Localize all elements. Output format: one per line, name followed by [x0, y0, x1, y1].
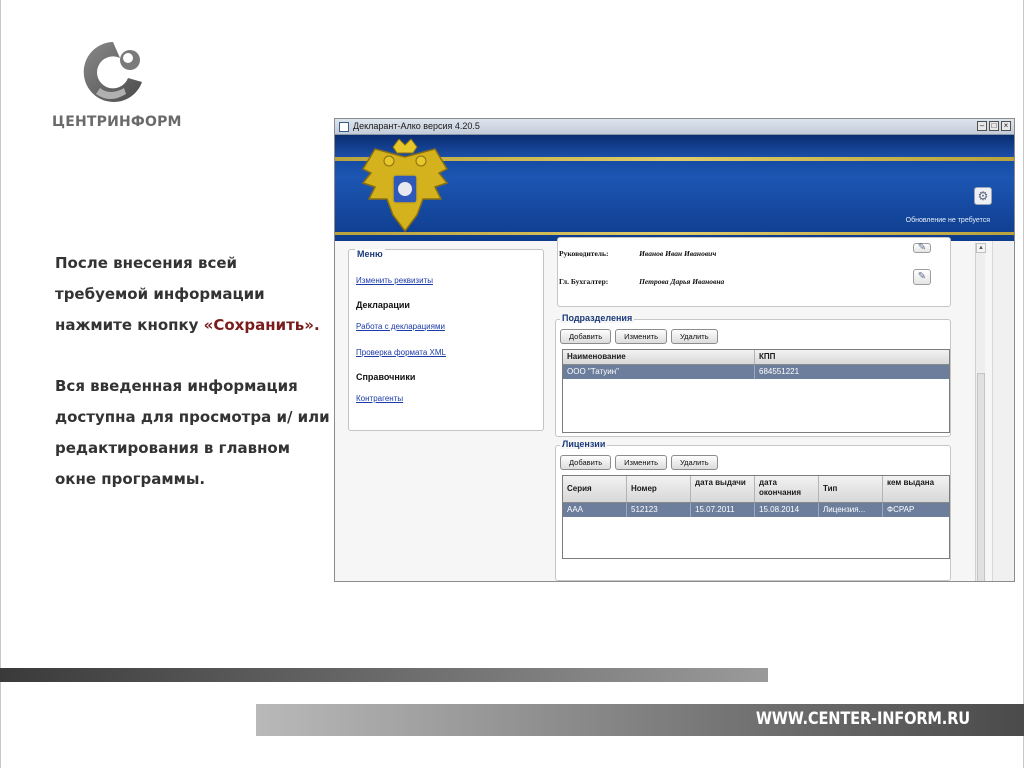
departments-table-header — [563, 350, 949, 365]
table-cell: 684551221 — [759, 367, 800, 376]
licenses-toolbar — [560, 455, 718, 470]
close-button[interactable]: × — [1001, 121, 1011, 131]
table-cell: 512123 — [627, 503, 691, 517]
instruction-text — [55, 248, 330, 495]
table-cell: 15.07.2011 — [691, 503, 755, 517]
column-header[interactable]: Серия — [563, 476, 627, 502]
link-edit-requisites[interactable]: Изменить реквизиты — [356, 276, 433, 285]
update-status: Обновление не требуется — [905, 217, 990, 224]
departments-table — [562, 349, 950, 433]
logo-text: ЦЕНТРИНФОРМ — [52, 114, 182, 130]
table-row[interactable] — [563, 503, 949, 517]
link-check-xml[interactable]: Проверка формата XML — [356, 348, 447, 357]
main-content — [335, 241, 1014, 581]
table-row[interactable] — [563, 365, 949, 379]
accountant-label: Гл. Бухгалтер: — [559, 277, 609, 286]
instruction-paragraph-1 — [55, 248, 330, 341]
scroll-up-arrow[interactable]: ▲ — [976, 243, 986, 253]
company-logo — [52, 38, 182, 138]
window-title: Декларант-Алко версия 4.20.5 — [353, 121, 480, 131]
table-cell: ООО "Татуин" — [563, 365, 755, 379]
director-label: Руководитель: — [559, 249, 609, 258]
vertical-scrollbar[interactable] — [975, 243, 985, 582]
licenses-add-button[interactable]: Добавить — [560, 455, 611, 470]
outer-scroll-track — [992, 241, 1014, 581]
instruction-paragraph-2: Вся введенная информация доступна для просмотра и/ или редактирования в главном окне программы. — [55, 377, 330, 488]
accountant-row — [559, 277, 724, 286]
details-panel — [553, 241, 953, 582]
minimize-button[interactable]: – — [977, 121, 987, 131]
departments-edit-button[interactable]: Изменить — [615, 329, 667, 344]
link-counterparties[interactable]: Контрагенты — [356, 394, 404, 403]
app-banner — [335, 135, 1014, 241]
licenses-table-header — [563, 476, 949, 503]
instruction-p1-text: После внесения всей требуемой информации нажмите кнопку — [55, 254, 265, 334]
footer-bar-top — [0, 668, 768, 682]
link-work-declarations[interactable]: Работа с декларациями — [356, 322, 445, 331]
director-value: Иванов Иван Иванович — [639, 249, 717, 258]
column-header[interactable]: Наименование — [563, 350, 755, 364]
column-header[interactable]: Номер — [627, 476, 691, 502]
menu-panel — [348, 249, 544, 431]
window-controls — [977, 121, 1011, 131]
departments-delete-button[interactable]: Удалить — [671, 329, 718, 344]
section-references: Справочники — [356, 372, 416, 382]
section-declarations: Декларации — [356, 300, 410, 310]
table-cell: 15.08.2014 — [755, 503, 819, 517]
licenses-edit-button[interactable]: Изменить — [615, 455, 667, 470]
edit-director-button[interactable]: ✎ — [913, 243, 931, 253]
save-hint: «Сохранить». — [203, 316, 320, 334]
scrollbar-thumb[interactable] — [977, 373, 985, 582]
table-cell: Лицензия... — [819, 503, 883, 517]
slide-frame-left — [0, 0, 1, 768]
menu-legend: Меню — [357, 249, 383, 259]
table-cell: ААА — [563, 503, 627, 517]
column-header[interactable]: Тип — [819, 476, 883, 502]
maximize-button[interactable]: □ — [989, 121, 999, 131]
edit-accountant-button[interactable]: ✎ — [913, 269, 931, 285]
table-cell: ФСРАР — [887, 505, 915, 514]
officials-group — [557, 237, 951, 307]
column-header[interactable]: КПП — [759, 352, 776, 361]
logo-icon — [80, 38, 146, 108]
settings-gear-button[interactable]: ⚙ — [974, 187, 992, 205]
departments-group — [555, 313, 951, 437]
coat-of-arms-icon — [357, 139, 453, 239]
column-header[interactable]: дата окончания — [755, 476, 819, 502]
departments-toolbar — [560, 329, 718, 344]
accountant-value: Петрова Дарья Ивановна — [639, 277, 725, 286]
departments-add-button[interactable]: Добавить — [560, 329, 611, 344]
licenses-table — [562, 475, 950, 559]
licenses-delete-button[interactable]: Удалить — [671, 455, 718, 470]
departments-legend: Подразделения — [562, 313, 633, 323]
director-row — [559, 249, 716, 258]
window-titlebar — [335, 119, 1014, 135]
app-window — [334, 118, 1015, 582]
licenses-group — [555, 439, 951, 581]
column-header[interactable]: дата выдачи — [691, 476, 755, 502]
column-header[interactable]: кем выдана — [887, 478, 935, 487]
website-url[interactable]: WWW.CENTER-INFORM.RU — [755, 709, 970, 729]
app-icon — [339, 122, 349, 132]
licenses-legend: Лицензии — [562, 439, 606, 449]
